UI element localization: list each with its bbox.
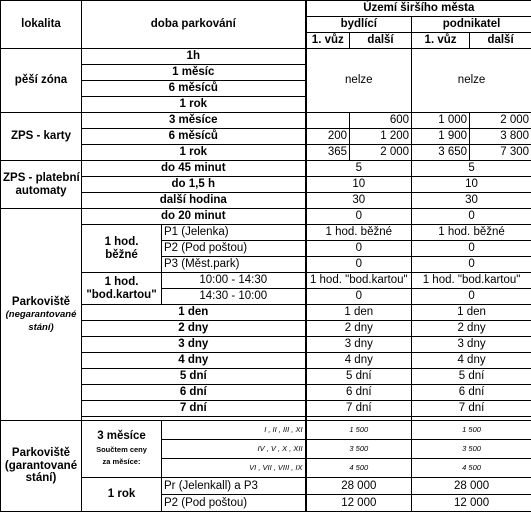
garant-label [1,421,82,512]
garant-label-line2: (garantované [4,459,78,472]
zps-karty-b2: 2 000 [350,145,412,161]
parkoviste-label [1,209,82,421]
parkoviste-dny-bydlici: 6 dní [306,385,412,401]
garant-label-line3: stání) [25,472,57,485]
pesi-podnikatel-value: nelze [412,49,531,113]
parkoviste-bodkartou-podnikatel: 0 [412,289,531,305]
zps-karty-doba: 6 měsíců [82,129,306,145]
garant-quarter-bydlici: 3 500 [306,440,412,459]
parkoviste-dny-podnikatel: 5 dní [412,369,531,385]
zps-automaty-label [1,161,82,209]
parkoviste-bodkartou-bydlici: 0 [306,289,412,305]
pesi-zona-label: pěší zóna [1,49,82,113]
garant-quarter-podnikatel: 1 500 [412,421,531,440]
garant-soucet-line2: za měsíce: [102,457,141,467]
parkoviste-dny-podnikatel: 1 den [412,305,531,321]
parkoviste-bezne-podnikatel: 0 [412,241,531,257]
garant-quarter-mesice: VI , VII , VIII , IX [162,459,306,478]
parkoviste-note-line2: stání) [28,321,54,333]
garant-rok-bydlici: 12 000 [306,495,412,512]
zps-karty-b1 [306,113,350,129]
parkoviste-bezne-line2: běžné [105,248,138,261]
zps-automaty-doba: do 45 minut [82,161,306,177]
garant-rok-bydlici: 28 000 [306,478,412,495]
zps-karty-b1: 200 [306,129,350,145]
zps-karty-doba: 1 rok [82,145,306,161]
parkoviste-dny-podnikatel: 7 dní [412,401,531,417]
garant-quarter-mesice: I , II , III , XI [162,421,306,440]
parkoviste-bezne-bydlici: 1 hod. běžné [306,225,412,241]
parkoviste-bodkartou-label [82,273,162,305]
garant-rok-podnikatel: 28 000 [412,478,531,495]
zps-automaty-bydlici: 5 [306,161,412,177]
header-podnikatel: podnikatel [412,17,531,33]
parkoviste-dny-bydlici: 3 dny [306,337,412,353]
zps-karty-b2: 1 200 [350,129,412,145]
zps-karty-p2: 3 800 [470,129,531,145]
zps-automaty-label-line2: automaty [15,184,67,197]
pesi-bydlici-value: nelze [306,49,412,113]
parkoviste-bodkartou-podnikatel: 1 hod. "bod.kartou" [412,273,531,289]
parkoviste-bezne-podnikatel: 0 [412,257,531,273]
parkoviste-bodkartou-cas: 10:00 - 14:30 [162,273,306,289]
header-podnikatel-vuz1: 1. vůz [412,33,470,49]
garant-soucet-line1: Součtem ceny [96,444,147,454]
parkoviste-dny-doba: 1 den [82,305,306,321]
pesi-doba-1mesic: 1 měsíc [82,65,306,81]
parkoviste-bodkartou-line2: "bod.kartou" [86,288,157,301]
parkoviste-bezne-misto: P2 (Pod poštou) [162,241,306,257]
parkoviste-dny-bydlici: 5 dní [306,369,412,385]
zps-karty-b1: 365 [306,145,350,161]
parkoviste-do20-doba: do 20 minut [82,209,306,225]
pesi-doba-1rok: 1 rok [82,97,306,113]
parkoviste-dny-bydlici: 1 den [306,305,412,321]
parkoviste-bodkartou-line1: 1 hod. [104,275,139,288]
pesi-doba-1h: 1h [82,49,306,65]
parkoviste-bezne-bydlici: 0 [306,257,412,273]
header-bydlici: bydlící [306,17,412,33]
zps-karty-p1: 1 900 [412,129,470,145]
parkoviste-dny-doba: 7 dní [82,401,306,417]
zps-karty-label: ZPS - karty [1,113,82,161]
parkoviste-do20-bydlici: 0 [306,209,412,225]
header-uzemi: Území širšího města [306,1,531,17]
garant-3mesice-label: 3 měsíce [97,430,146,443]
garant-3mesice-cell [82,421,162,478]
parkoviste-bezne-misto: P1 (Jelenka) [162,225,306,241]
pesi-doba-6mesicu: 6 měsíců [82,81,306,97]
parkoviste-dny-doba: 6 dní [82,385,306,401]
header-lokalita: lokalita [1,1,82,49]
parkoviste-dny-podnikatel: 4 dny [412,353,531,369]
parkoviste-do20-podnikatel: 0 [412,209,531,225]
garant-quarter-mesice: IV , V , X , XII [162,440,306,459]
zps-karty-b2: 600 [350,113,412,129]
garant-quarter-podnikatel: 4 500 [412,459,531,478]
parkoviste-bezne-podnikatel: 1 hod. běžné [412,225,531,241]
header-bydlici-vuz1: 1. vůz [306,33,350,49]
parkoviste-bodkartou-bydlici: 1 hod. "bod.kartou" [306,273,412,289]
parkoviste-bezne-misto: P3 (Měst.park) [162,257,306,273]
zps-karty-p2: 7 300 [470,145,531,161]
parkoviste-dny-doba: 3 dny [82,337,306,353]
zps-karty-doba: 3 měsíce [82,113,306,129]
zps-automaty-podnikatel: 10 [412,177,531,193]
parkoviste-dny-podnikatel: 3 dny [412,337,531,353]
garant-rok-podnikatel: 12 000 [412,495,531,512]
garant-quarter-bydlici: 4 500 [306,459,412,478]
parkoviste-bezne-label [82,225,162,273]
parkoviste-label-title: Parkoviště [11,295,71,308]
garant-quarter-bydlici: 1 500 [306,421,412,440]
parkoviste-dny-bydlici: 4 dny [306,353,412,369]
garant-quarter-podnikatel: 3 500 [412,440,531,459]
zps-karty-p2: 2 000 [470,113,531,129]
zps-automaty-doba: do 1,5 h [82,177,306,193]
parkoviste-dny-podnikatel: 6 dní [412,385,531,401]
header-doba-parkovani: doba parkování [82,1,306,49]
parkoviste-dny-doba: 4 dny [82,353,306,369]
garant-rok-misto: Pr (Jelenkall) a P3 [162,478,306,495]
parkoviste-dny-bydlici: 2 dny [306,321,412,337]
parkoviste-dny-doba: 5 dní [82,369,306,385]
parkoviste-bezne-line1: 1 hod. [104,235,139,248]
parkoviste-note-line1: (negarantované [5,309,77,321]
garant-label-line1: Parkoviště [11,447,71,460]
zps-automaty-bydlici: 30 [306,193,412,209]
zps-automaty-doba: další hodina [82,193,306,209]
zps-karty-p1: 1 000 [412,113,470,129]
zps-automaty-podnikatel: 30 [412,193,531,209]
zps-automaty-podnikatel: 5 [412,161,531,177]
parkoviste-bodkartou-cas: 14:30 - 10:00 [162,289,306,305]
zps-karty-p1: 3 650 [412,145,470,161]
parkoviste-bezne-bydlici: 0 [306,241,412,257]
zps-automaty-bydlici: 10 [306,177,412,193]
parkoviste-dny-bydlici: 7 dní [306,401,412,417]
header-podnikatel-dalsi: další [470,33,531,49]
garant-rok-misto: P2 (Pod poštou) [162,495,306,512]
parkoviste-dny-doba: 2 dny [82,321,306,337]
garant-1rok-label: 1 rok [82,478,162,512]
header-bydlici-dalsi: další [350,33,412,49]
parkoviste-dny-podnikatel: 2 dny [412,321,531,337]
zps-automaty-label-line1: ZPS - platební [3,171,80,184]
